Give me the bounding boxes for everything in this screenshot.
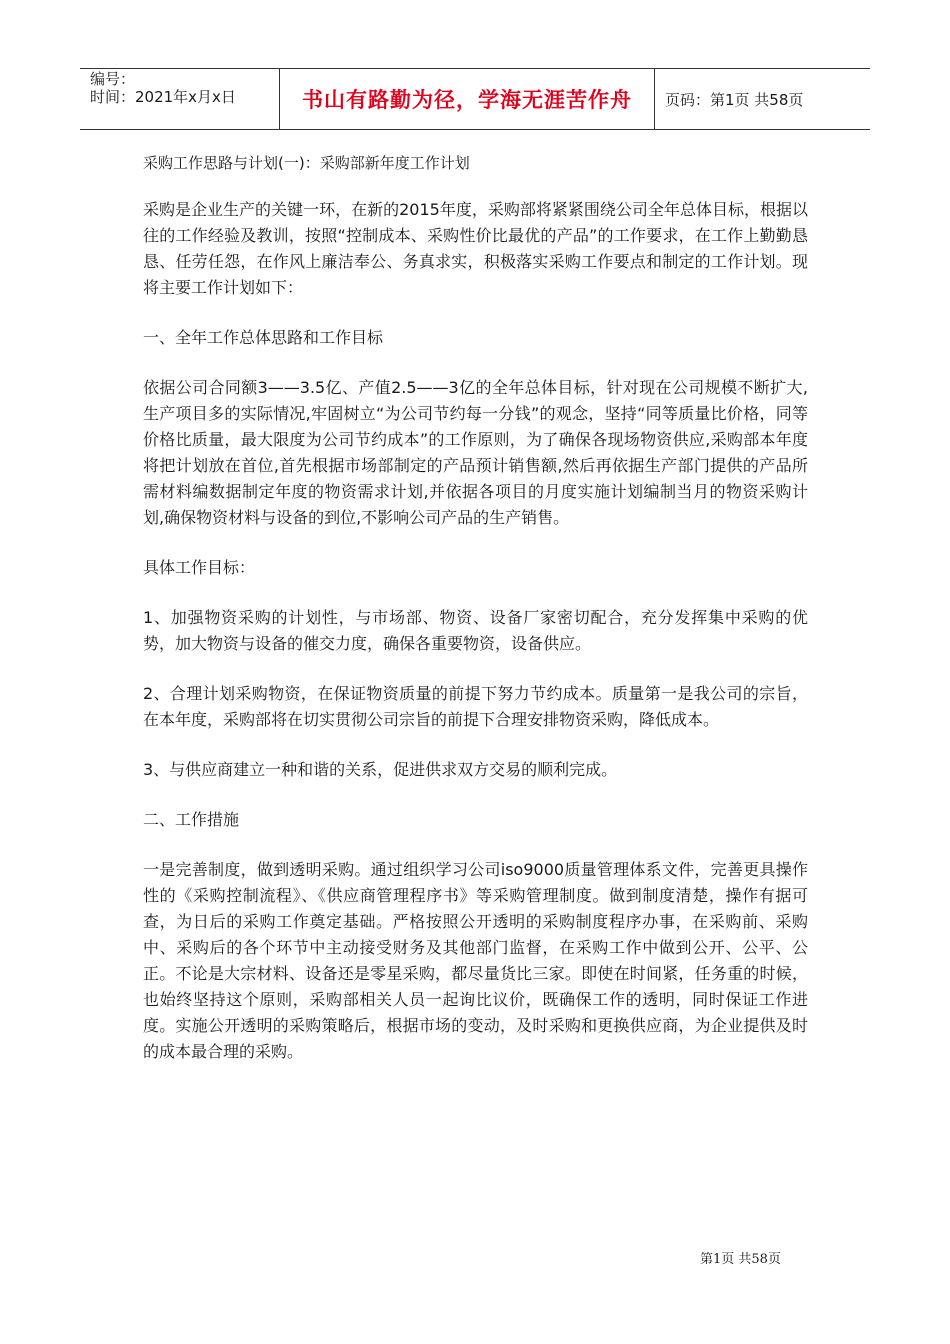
document-number-label: 编号： [90, 70, 136, 88]
section-heading-2: 二、工作措施 [143, 810, 240, 829]
goal-item-3: 3、与供应商建立一种和谐的关系，促进供求双方交易的顺利完成。 [143, 760, 618, 779]
header-page-code: 页码：第1页 共58页 [665, 90, 804, 109]
document-title: 采购工作思路与计划(一)：采购部新年度工作计划 [143, 154, 470, 172]
header-motto: 书山有路勤为径，学海无涯苦作舟 [280, 69, 655, 129]
paragraph-intro: 采购是企业生产的关键一环，在新的2015年度，采购部将紧紧围绕公司全年总体目标，根据以往的工作经验及教训，按照“控制成本、采购性价比最优的产品”的工作要求，在工作上勤勤恳恳、任劳任怨，在作风上廉洁奉公、务真求实，积极落实采购工作要点和制定的工作计划。现将主要工作计划如下： [143, 200, 808, 297]
goal-item-1: 1、加强物资采购的计划性，与市场部、物资、设备厂家密切配合，充分发挥集中采购的优势，加大物资与设备的催交力度，确保各重要物资，设备供应。 [143, 608, 808, 653]
paragraph-overview: 依据公司合同额3——3.5亿、产值2.5——3亿的全年总体目标，针对现在公司规模不断扩大,生产项目多的实际情况,牢固树立“为公司节约每一分钱”的观念，坚持“同等质量比价格，同等价格比质量，最大限度为公司节约成本”的工作原则，为了确保各现场物资供应,采购部本年度将把计划放在首位,首先根据市场部制定的产品预计销售额,然后再依据生产部门提供的产品所需材料编数据制定年度的物资需求计划,并依据各项目的月度实施计划编制当月的物资采购计划,确保物资材料与设备的到位,不影响公司产品的生产销售。 [143, 378, 808, 527]
paragraph-measures: 一是完善制度，做到透明采购。通过组织学习公司iso9000质量管理体系文件，完善更具操作性的《采购控制流程》、《供应商管理程序书》等采购管理制度。做到制度清楚，操作有据可查，为日后的采购工作奠定基础。严格按照公开透明的采购制度程序办事，在采购前、采购中、采购后的各个环节中主动接受财务及其他部门监督，在采购工作中做到公开、公平、公正。不论是大宗材料、设备还是零星采购，都尽量货比三家。即使在时间紧，任务重的时候，也始终坚持这个原则，采购部相关人员一起询比议价，既确保工作的透明，同时保证工作进度。实施公开透明的采购策略后，根据市场的变动，及时采购和更换供应商，为企业提供及时的成本最合理的采购。 [143, 860, 808, 1061]
document-body [143, 150, 808, 1089]
goal-item-2: 2、合理计划采购物资，在保证物资质量的前提下努力节约成本。质量第一是我公司的宗旨，在本年度，采购部将在切实贯彻公司宗旨的前提下合理安排物资采购，降低成本。 [143, 684, 808, 729]
document-date: 时间：2021年x月x日 [90, 88, 236, 106]
section-heading-1: 一、全年工作总体思路和工作目标 [143, 328, 384, 347]
subheading-goals: 具体工作目标： [143, 558, 256, 577]
page-footer: 第1页 共58页 [700, 1252, 781, 1267]
page-header [80, 68, 870, 130]
header-meta [80, 69, 280, 129]
